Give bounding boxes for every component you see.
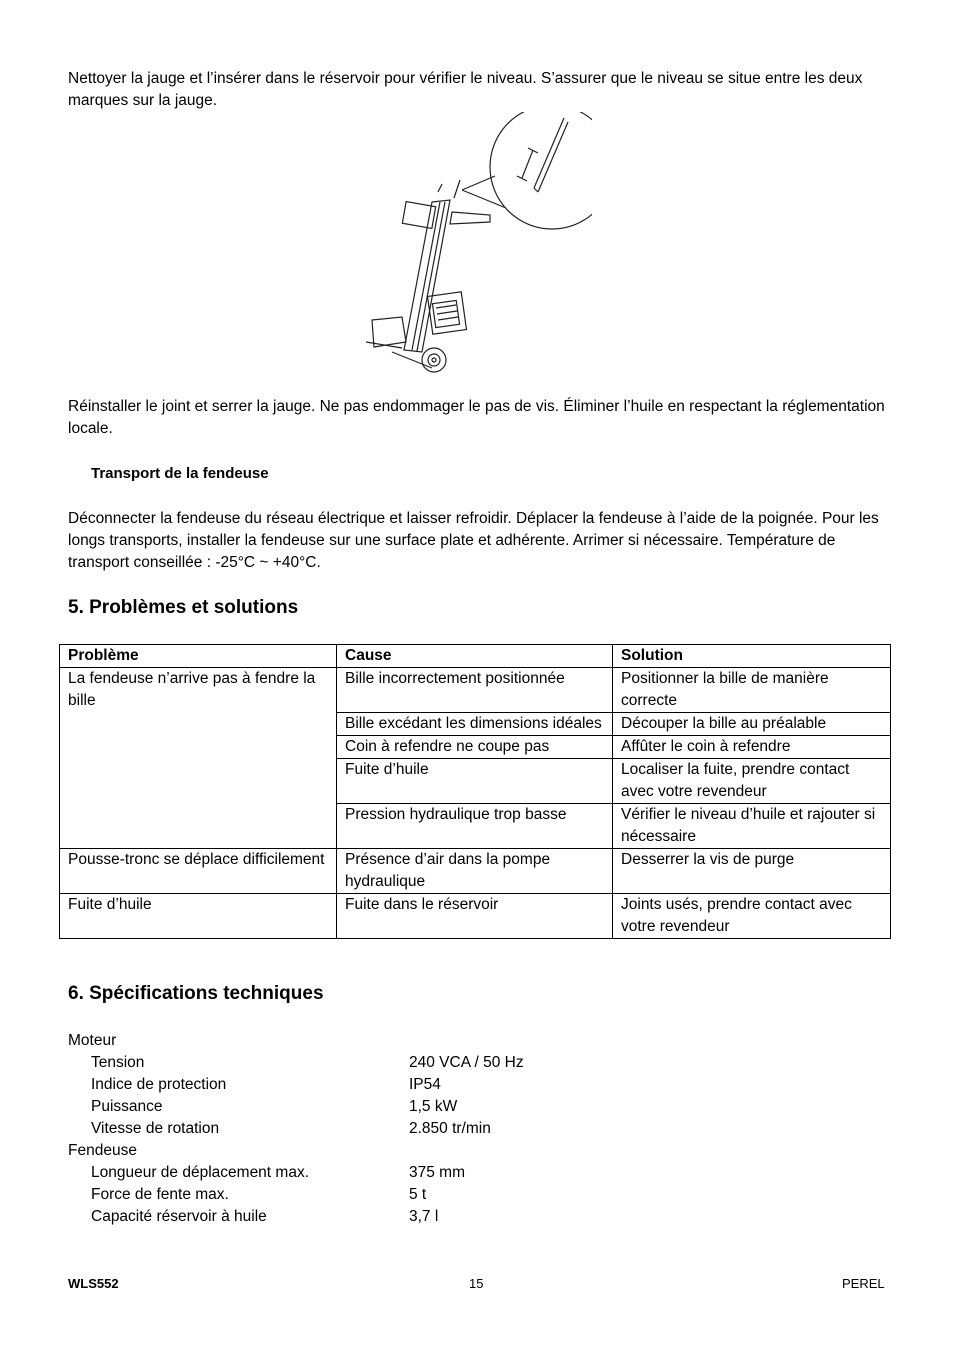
spec-value: 375 mm — [409, 1164, 465, 1181]
cause-cell: Pression hydraulique trop basse — [337, 804, 613, 849]
problem-cell: Fuite d’huile — [60, 894, 337, 939]
column-header-cause: Cause — [337, 645, 613, 668]
solution-cell: Affûter le coin à refendre — [613, 736, 891, 759]
cause-cell: Présence d’air dans la pompe hydraulique — [337, 849, 613, 894]
troubleshooting-table — [59, 644, 891, 939]
spec-value: 5 t — [409, 1186, 427, 1203]
problem-cell: Pousse-tronc se déplace difficilement — [60, 849, 337, 894]
spec-label: Force de fente max. — [91, 1186, 229, 1203]
column-header-problem: Problème — [60, 645, 337, 668]
solution-cell: Desserrer la vis de purge — [613, 849, 891, 894]
footer-page-number: 15 — [469, 1276, 484, 1291]
transport-paragraph: Déconnecter la fendeuse du réseau électrique et laisser refroidir. Déplacer la fendeuse à l’aide de la poignée. Pour les longs transports, installer la fendeuse sur une surface plate et adhérente. Arrimer si nécessaire. Température de transport conseillée : -25°C ~ +40°C. — [68, 510, 879, 571]
spec-value: 1,5 kW — [409, 1098, 458, 1115]
section-5-heading: 5. Problèmes et solutions — [68, 597, 299, 618]
column-header-solution: Solution — [613, 645, 891, 668]
solution-cell: Vérifier le niveau d’huile et rajouter si nécessaire — [613, 804, 891, 849]
footer-brand: PEREL — [842, 1276, 885, 1291]
spec-label: Tension — [91, 1054, 145, 1071]
table-row — [60, 668, 891, 713]
spec-group-title: Fendeuse — [68, 1142, 137, 1159]
cause-cell: Fuite d’huile — [337, 759, 613, 804]
table-row — [60, 894, 891, 939]
cause-cell: Bille incorrectement positionnée — [337, 668, 613, 713]
reinstall-paragraph: Réinstaller le joint et serrer la jauge. Ne pas endommager le pas de vis. Éliminer l’huile en respectant la réglementation locale. — [68, 398, 885, 437]
solution-cell: Positionner la bille de manière correcte — [613, 668, 891, 713]
specifications-list — [68, 1030, 668, 1228]
cause-cell: Coin à refendre ne coupe pas — [337, 736, 613, 759]
cause-cell: Fuite dans le réservoir — [337, 894, 613, 939]
transport-heading: Transport de la fendeuse — [91, 465, 269, 482]
cause-cell: Bille excédant les dimensions idéales — [337, 713, 613, 736]
spec-value: 2.850 tr/min — [409, 1120, 491, 1137]
spec-label: Longueur de déplacement max. — [91, 1164, 310, 1181]
table-row — [60, 849, 891, 894]
spec-row — [68, 1052, 668, 1074]
spec-row — [68, 1118, 668, 1140]
spec-row — [68, 1206, 668, 1228]
section-6-heading: 6. Spécifications techniques — [68, 983, 324, 1004]
spec-row — [68, 1184, 668, 1206]
footer-model: WLS552 — [68, 1276, 119, 1291]
log-splitter-dipstick-illustration — [362, 112, 592, 376]
solution-cell: Découper la bille au préalable — [613, 713, 891, 736]
problem-cell: La fendeuse n’arrive pas à fendre la bille — [60, 668, 337, 849]
spec-value: IP54 — [409, 1076, 441, 1093]
spec-row — [68, 1074, 668, 1096]
spec-value: 240 VCA / 50 Hz — [409, 1054, 524, 1071]
spec-label: Indice de protection — [91, 1076, 227, 1093]
spec-label: Vitesse de rotation — [91, 1120, 220, 1137]
intro-paragraph: Nettoyer la jauge et l’insérer dans le réservoir pour vérifier le niveau. S’assurer que le niveau se situe entre les deux marques sur la jauge. — [68, 70, 863, 109]
spec-row — [68, 1096, 668, 1118]
spec-group-title: Moteur — [68, 1032, 117, 1049]
solution-cell: Joints usés, prendre contact avec votre revendeur — [613, 894, 891, 939]
spec-row — [68, 1162, 668, 1184]
spec-label: Puissance — [91, 1098, 163, 1115]
table-header-row — [60, 645, 891, 668]
solution-cell: Localiser la fuite, prendre contact avec votre revendeur — [613, 759, 891, 804]
spec-label: Capacité réservoir à huile — [91, 1208, 267, 1225]
spec-value: 3,7 l — [409, 1208, 439, 1225]
